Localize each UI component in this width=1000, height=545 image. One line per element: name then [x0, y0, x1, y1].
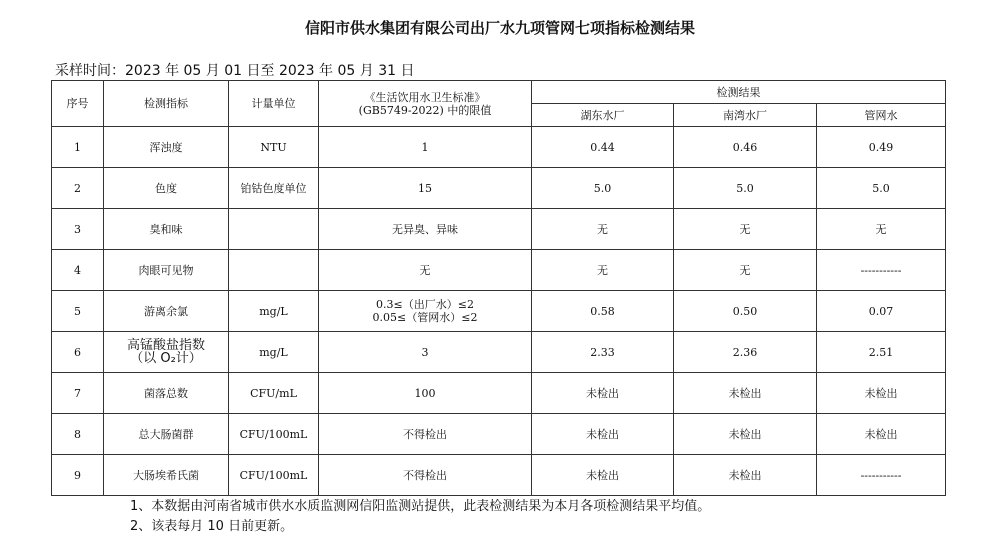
cell-hudong-text: 无 [597, 263, 608, 277]
results-table [51, 80, 946, 496]
cell-indicator [104, 455, 229, 496]
cell-limit-text: 15 [418, 181, 432, 195]
table-row [52, 127, 946, 168]
cell-network [817, 209, 946, 250]
cell-indicator-text: 肉眼可见物 [138, 263, 194, 277]
cell-hudong [532, 332, 674, 373]
cell-nanwan [674, 414, 817, 455]
cell-no-text: 8 [74, 427, 81, 441]
table-row [52, 209, 946, 250]
cell-network-text: ----------- [860, 468, 902, 482]
cell-unit [229, 168, 319, 209]
cell-unit-text: mg/L [259, 304, 288, 318]
cell-limit-text: 3 [421, 345, 429, 359]
cell-unit [229, 127, 319, 168]
cell-network-text: 未检出 [864, 386, 898, 400]
cell-nanwan-text: 2.36 [732, 345, 758, 359]
cell-nanwan [674, 291, 817, 332]
table-row [52, 373, 946, 414]
cell-hudong-text: 0.44 [590, 140, 615, 154]
cell-network [817, 414, 946, 455]
cell-indicator [104, 373, 229, 414]
table-row [52, 291, 946, 332]
cell-limit-text: 0.3≤（出厂水）≤2 [376, 298, 474, 311]
header-standard [319, 81, 532, 127]
cell-no-text: 7 [74, 386, 81, 400]
cell-no-text: 9 [74, 468, 81, 482]
cell-network-text: 0.49 [868, 140, 894, 154]
cell-indicator [104, 209, 229, 250]
cell-nanwan-text: 未检出 [728, 427, 762, 441]
cell-no-text: 5 [74, 304, 81, 318]
cell-no [52, 250, 104, 291]
header-plant-nanwan: 南湾水厂 [674, 104, 817, 127]
cell-hudong [532, 414, 674, 455]
cell-limit-text: 1 [421, 140, 429, 154]
cell-unit-text: CFU/100mL [239, 427, 308, 441]
cell-indicator-text: 色度 [155, 181, 177, 195]
table-row [52, 455, 946, 496]
cell-hudong-text: 未检出 [586, 427, 619, 441]
cell-hudong-text: 无 [597, 222, 608, 236]
cell-indicator-text: 浑浊度 [149, 140, 183, 154]
cell-indicator-sub: （以 O₂计） [130, 351, 202, 366]
cell-limit-text: 不得检出 [403, 468, 447, 482]
cell-network [817, 168, 946, 209]
cell-network [817, 332, 946, 373]
cell-no-text: 1 [74, 140, 81, 154]
header-results: 检测结果 [532, 81, 946, 104]
cell-indicator [104, 332, 229, 373]
cell-indicator [104, 168, 229, 209]
cell-unit-text: CFU/mL [250, 386, 297, 400]
cell-indicator-text: 游离余氯 [144, 304, 188, 318]
cell-nanwan [674, 455, 817, 496]
cell-limit [319, 455, 532, 496]
cell-limit [319, 168, 532, 209]
cell-hudong-text: 5.0 [593, 181, 612, 195]
cell-indicator-text: 高锰酸盐指数 [126, 338, 205, 353]
header-standard-line1: 《生活饮用水卫生标准》 [364, 90, 486, 104]
cell-limit-text: 100 [414, 386, 436, 400]
cell-network [817, 455, 946, 496]
cell-no-text: 6 [74, 345, 81, 359]
header-no: 序号 [52, 81, 104, 127]
cell-network-text: 2.51 [868, 345, 894, 359]
table-row [52, 332, 946, 373]
notes [130, 497, 710, 537]
cell-nanwan [674, 168, 817, 209]
cell-limit-text: 无异臭、异味 [392, 222, 458, 236]
cell-nanwan [674, 332, 817, 373]
cell-hudong [532, 291, 674, 332]
cell-indicator [104, 291, 229, 332]
cell-unit [229, 373, 319, 414]
cell-network-text: 0.07 [868, 304, 894, 318]
cell-unit-text: NTU [260, 140, 287, 154]
cell-limit-text: 无 [419, 263, 431, 277]
cell-network [817, 291, 946, 332]
cell-indicator-text: 菌落总数 [144, 386, 188, 400]
cell-nanwan-text: 5.0 [736, 181, 754, 195]
cell-hudong [532, 250, 674, 291]
note-1: 1、本数据由河南省城市供水水质监测网信阳监测站提供，此表检测结果为本月各项检测结果平均值。 [130, 499, 711, 514]
table-row [52, 250, 946, 291]
cell-nanwan-text: 0.46 [732, 140, 758, 154]
cell-hudong-text: 2.33 [590, 345, 615, 359]
note-2: 2、该表每月 10 日前更新。 [130, 519, 294, 534]
cell-unit [229, 209, 319, 250]
cell-hudong-text: 未检出 [586, 468, 619, 482]
cell-no [52, 414, 104, 455]
cell-nanwan [674, 373, 817, 414]
cell-network [817, 250, 946, 291]
cell-no [52, 127, 104, 168]
cell-no-text: 4 [74, 263, 81, 277]
cell-indicator-text: 臭和味 [149, 222, 183, 236]
cell-limit [319, 209, 532, 250]
cell-indicator [104, 127, 229, 168]
table-row [52, 414, 946, 455]
cell-no [52, 168, 104, 209]
cell-network-text: ----------- [860, 263, 902, 277]
sampling-time: 采样时间：2023 年 05 月 01 日至 2023 年 05 月 31 日 [55, 63, 415, 79]
cell-indicator-text: 总大肠菌群 [138, 427, 194, 441]
header-row [52, 81, 946, 104]
cell-no [52, 209, 104, 250]
cell-unit-text: 铂钴色度单位 [240, 181, 307, 195]
cell-hudong [532, 209, 674, 250]
cell-hudong-text: 0.58 [590, 304, 615, 318]
cell-limit [319, 291, 532, 332]
header-plant-hudong: 湖东水厂 [532, 104, 674, 127]
cell-unit [229, 414, 319, 455]
cell-no-text: 2 [74, 181, 81, 195]
cell-unit-text: mg/L [259, 345, 288, 359]
header-network: 管网水 [817, 104, 946, 127]
header-standard-line2: (GB5749-2022) 中的限值 [358, 103, 492, 117]
cell-network-text: 未检出 [864, 427, 898, 441]
cell-limit [319, 127, 532, 168]
table-row [52, 168, 946, 209]
cell-limit-text: 不得检出 [403, 427, 447, 441]
cell-hudong [532, 373, 674, 414]
header-indicator: 检测指标 [104, 81, 229, 127]
cell-no [52, 332, 104, 373]
header-unit: 计量单位 [229, 81, 319, 127]
cell-unit [229, 332, 319, 373]
cell-no-text: 3 [74, 222, 81, 236]
cell-nanwan-text: 未检出 [728, 468, 762, 482]
cell-unit [229, 455, 319, 496]
cell-network-text: 5.0 [872, 181, 890, 195]
cell-network-text: 无 [875, 222, 887, 236]
cell-nanwan [674, 250, 817, 291]
cell-limit [319, 373, 532, 414]
cell-limit [319, 332, 532, 373]
cell-nanwan-text: 0.50 [732, 304, 758, 318]
cell-indicator [104, 414, 229, 455]
cell-no [52, 373, 104, 414]
cell-unit [229, 291, 319, 332]
cell-unit-text: CFU/100mL [239, 468, 308, 482]
cell-indicator [104, 250, 229, 291]
cell-limit-line2: 0.05≤（管网水）≤2 [372, 311, 478, 324]
cell-hudong [532, 127, 674, 168]
page-title: 信阳市供水集团有限公司出厂水九项管网七项指标检测结果 [304, 19, 695, 37]
cell-network [817, 373, 946, 414]
cell-hudong [532, 168, 674, 209]
cell-nanwan-text: 无 [739, 263, 751, 277]
cell-indicator-text: 大肠埃希氏菌 [133, 468, 199, 482]
cell-limit [319, 414, 532, 455]
cell-nanwan [674, 127, 817, 168]
cell-limit [319, 250, 532, 291]
cell-nanwan-text: 无 [739, 222, 751, 236]
cell-network [817, 127, 946, 168]
cell-no [52, 455, 104, 496]
cell-hudong-text: 未检出 [586, 386, 619, 400]
cell-nanwan [674, 209, 817, 250]
cell-no [52, 291, 104, 332]
cell-hudong [532, 455, 674, 496]
cell-nanwan-text: 未检出 [728, 386, 762, 400]
cell-unit [229, 250, 319, 291]
